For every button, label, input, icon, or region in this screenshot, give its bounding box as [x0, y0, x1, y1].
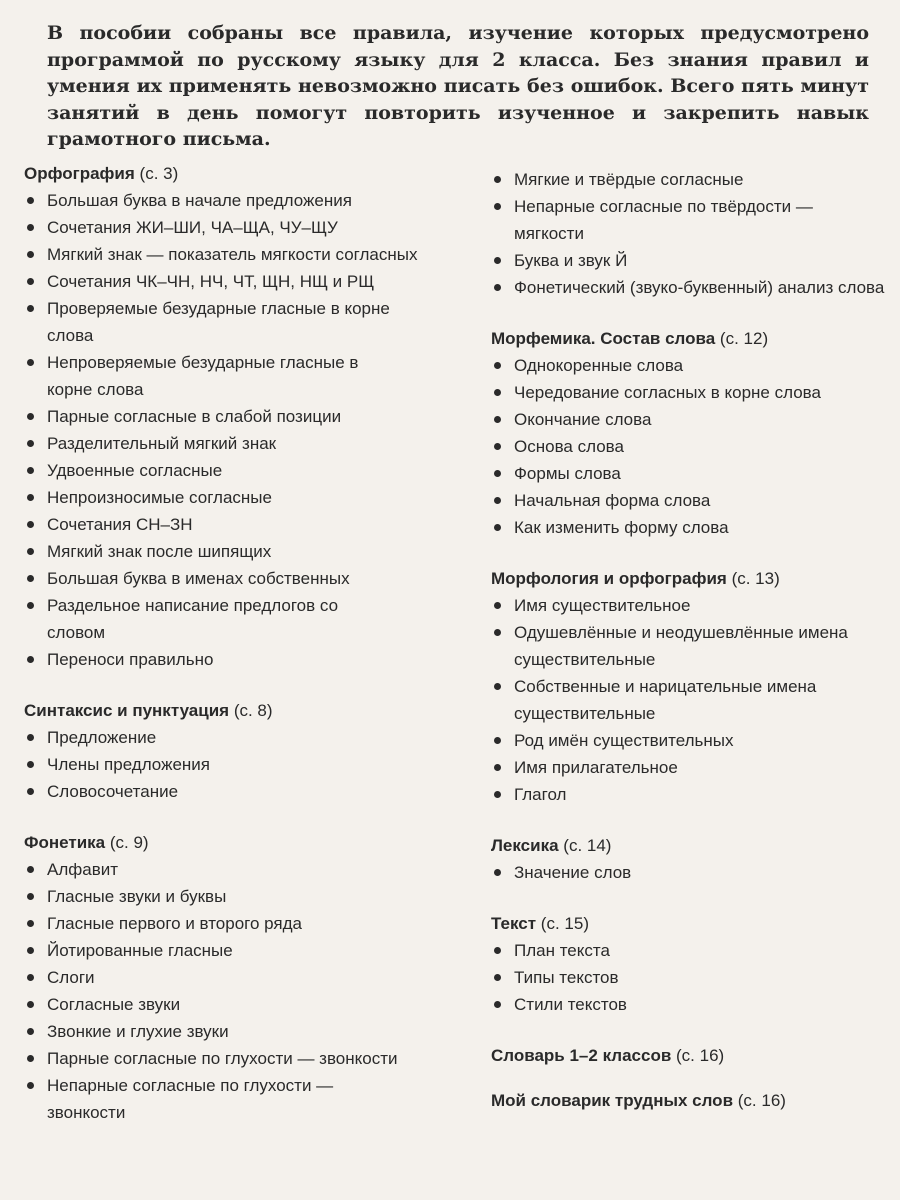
section-list [491, 166, 886, 301]
section-heading [24, 829, 444, 856]
list-item: Формы слова [491, 460, 886, 487]
list-item: Большая буква в именах собственных [24, 565, 444, 592]
list-item: Глагол [491, 781, 886, 808]
list-item: Непарные согласные по твёрдости — мягкости [491, 193, 886, 247]
list-item: Звонкие и глухие звуки [24, 1018, 444, 1045]
list-item: Стили текстов [491, 991, 886, 1018]
list-item: Сочетания ЖИ–ШИ, ЧА–ЩА, ЧУ–ЩУ [24, 214, 444, 241]
section-hard-words [491, 1087, 886, 1114]
section-page: (с. 16) [737, 1091, 786, 1110]
list-item: Гласные звуки и буквы [24, 883, 444, 910]
list-item: Фонетический (звуко-буквенный) анализ слова [491, 274, 886, 301]
list-item: Собственные и нарицательные имена существительные [491, 673, 886, 727]
section-title: Текст [491, 914, 537, 933]
section-title: Морфемика. Состав слова [491, 329, 716, 348]
section-page: (с. 8) [233, 701, 273, 720]
section-phonetics [24, 829, 444, 1126]
section-title: Фонетика [24, 833, 106, 852]
section-list [491, 592, 886, 808]
list-item: Мягкий знак — показатель мягкости согласных [24, 241, 444, 268]
section-page: (с. 13) [731, 569, 780, 588]
list-item: Непарные согласные по глухости — звонкости [24, 1072, 444, 1126]
section-heading [24, 697, 444, 724]
list-item: Переноси правильно [24, 646, 444, 673]
list-item: Разделительный мягкий знак [24, 430, 444, 457]
list-item: Однокоренные слова [491, 352, 886, 379]
section-page: (с. 3) [139, 164, 179, 183]
section-text [491, 910, 886, 1018]
section-morphology [491, 565, 886, 808]
list-item: Непроизносимые согласные [24, 484, 444, 511]
list-item: Алфавит [24, 856, 444, 883]
section-heading [491, 1087, 886, 1114]
list-item: Члены предложения [24, 751, 444, 778]
section-list [24, 724, 444, 805]
list-item: Удвоенные согласные [24, 457, 444, 484]
list-item: Имя прилагательное [491, 754, 886, 781]
section-heading [491, 325, 886, 352]
section-dictionary [491, 1042, 886, 1069]
section-heading [491, 832, 886, 859]
section-page: (с. 12) [719, 329, 769, 348]
section-list [491, 352, 886, 541]
list-item: Одушевлённые и неодушевлённые имена существительные [491, 619, 886, 673]
list-item: Мягкие и твёрдые согласные [491, 166, 886, 193]
list-item: Слоги [24, 964, 444, 991]
section-phonetics-continued [491, 166, 886, 301]
section-page: (с. 14) [563, 836, 612, 855]
section-syntax [24, 697, 444, 805]
list-item: Мягкий знак после шипящих [24, 538, 444, 565]
section-heading [491, 1042, 886, 1069]
list-item: Буква и звук Й [491, 247, 886, 274]
list-item: Род имён существительных [491, 727, 886, 754]
list-item: Парные согласные по глухости — звонкости [24, 1045, 444, 1072]
section-title: Синтаксис и пунктуация [24, 701, 230, 720]
list-item: Как изменить форму слова [491, 514, 886, 541]
right-column [491, 166, 886, 1138]
section-title: Словарь 1–2 классов [491, 1046, 672, 1065]
list-item: Непроверяемые безударные гласные в корне слова [24, 349, 444, 403]
section-list [24, 856, 444, 1126]
section-heading [491, 910, 886, 937]
section-title: Лексика [491, 836, 559, 855]
section-title: Орфография [24, 164, 135, 183]
list-item: Сочетания ЧК–ЧН, НЧ, ЧТ, ЩН, НЩ и РЩ [24, 268, 444, 295]
section-list [491, 937, 886, 1018]
list-item: Имя существительное [491, 592, 886, 619]
list-item: Словосочетание [24, 778, 444, 805]
list-item: Сочетания СН–ЗН [24, 511, 444, 538]
list-item: Значение слов [491, 859, 886, 886]
list-item: Парные согласные в слабой позиции [24, 403, 444, 430]
list-item: Раздельное написание предлогов со словом [24, 592, 444, 646]
section-list [24, 187, 444, 673]
list-item: Чередование согласных в корне слова [491, 379, 886, 406]
section-title: Морфология и орфография [491, 569, 727, 588]
list-item: Гласные первого и второго ряда [24, 910, 444, 937]
section-orthography [24, 160, 444, 673]
section-page: (с. 9) [109, 833, 149, 852]
section-title: Мой словарик трудных слов [491, 1091, 734, 1110]
list-item: Согласные звуки [24, 991, 444, 1018]
section-page: (с. 16) [676, 1046, 725, 1065]
section-list [491, 859, 886, 886]
section-page: (с. 15) [540, 914, 589, 933]
list-item: Начальная форма слова [491, 487, 886, 514]
section-heading [24, 160, 444, 187]
list-item: План текста [491, 937, 886, 964]
list-item: Окончание слова [491, 406, 886, 433]
section-lexicon [491, 832, 886, 886]
list-item: Йотированные гласные [24, 937, 444, 964]
list-item: Проверяемые безударные гласные в корне слова [24, 295, 444, 349]
section-heading [491, 565, 886, 592]
intro-paragraph: В пособии собраны все правила, изучение которых предусмотрено программой по русскому языку для 2 класса. Без знания правил и умения их применять невозможно писать без ошибок. Всего пять минут занятий в день помогут повторить изученное и закрепить навык грамотного письма. [47, 22, 869, 150]
list-item: Основа слова [491, 433, 886, 460]
left-column [24, 160, 444, 1150]
list-item: Типы текстов [491, 964, 886, 991]
list-item: Большая буква в начале предложения [24, 187, 444, 214]
section-morphemics [491, 325, 886, 541]
list-item: Предложение [24, 724, 444, 751]
